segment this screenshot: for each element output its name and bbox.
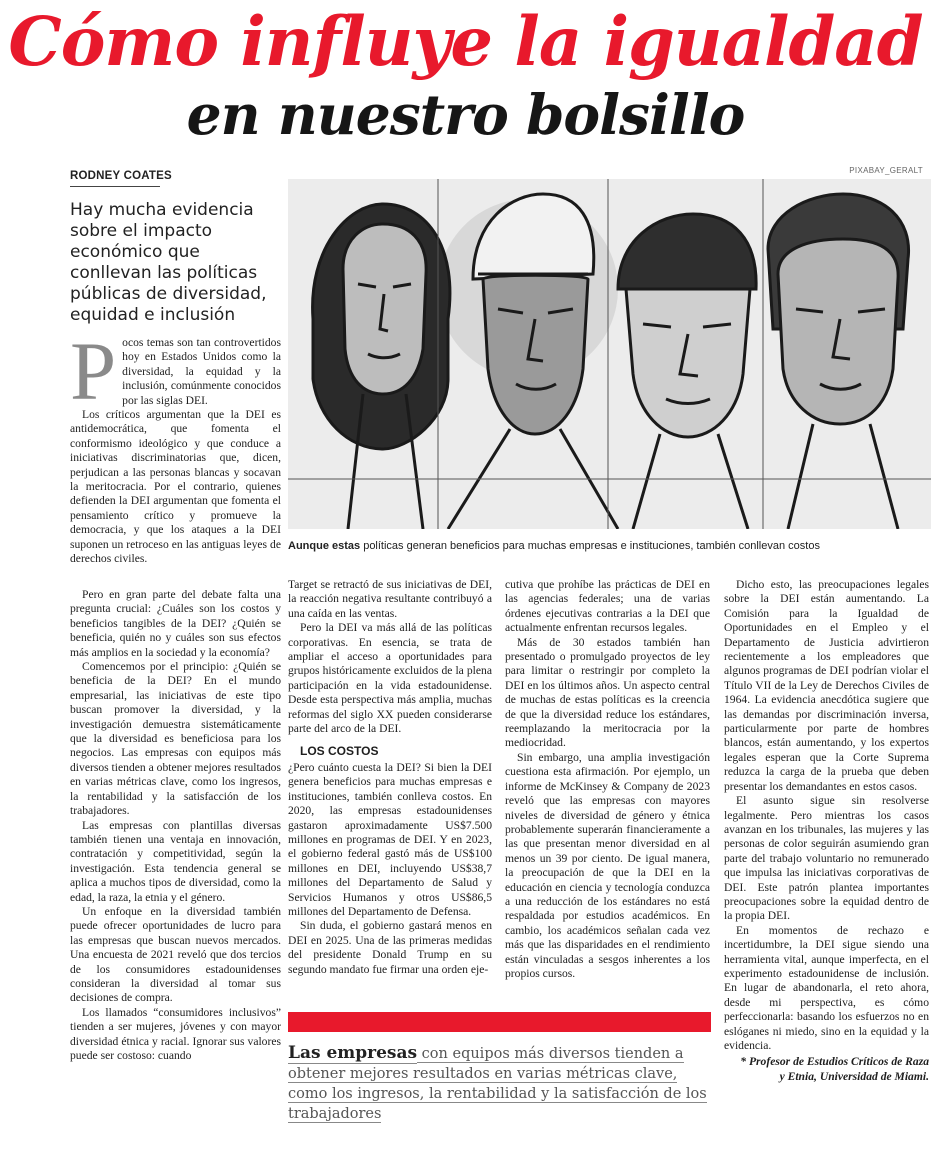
body-paragraph: Sin duda, el gobierno gastará menos en DEI en 2025. Una de las primeras medidas del presidente Donald Trump en su segundo mandato fue firmar una orden eje- (288, 919, 492, 976)
article-deck: Hay mucha evidencia sobre el impacto económico que conllevan las políticas públicas de diversidad, equidad e inclusión (70, 200, 267, 325)
author-signature: * Profesor de Estudios Críticos de Raza y Etnia, Universidad de Miami. (740, 1055, 929, 1083)
illustration-svg (288, 179, 931, 529)
body-paragraph: Los llamados “consumidores inclusivos” tienden a ser mujeres, jóvenes y con mayor diversidad étnica y racial. Ignorar sus valores puede ser costoso: cuando (70, 1005, 281, 1062)
body-paragraph: Los críticos argumentan que la DEI es antidemocrática, que fomenta el conformismo ideológico y que conduce a iniciativas discriminatorias que, dicen, perjudican a las personas blancas y socavan la meritocracia. Por el contrario, quienes defienden la DEI argumentan que fomenta el pensamiento crítico y promueve la democracia, y que los ataques a la DEI suponen un retroceso en las antiguas leyes de derechos civiles. (70, 408, 281, 566)
body-column-4 (724, 578, 929, 1108)
photo-credit: PIXABAY_GERALT (849, 166, 923, 175)
pullquote-red-bar (288, 1012, 711, 1032)
pullquote (288, 1043, 711, 1124)
body-paragraph: Las empresas con plantillas diversas también tienen una ventaja en innovación, contratación y competitividad, según la investigación. Esta tendencia general se aplica a muchos tipos de diversidad, como la edad, la raza, la etnia y el género. (70, 818, 281, 904)
body-column-2 (288, 578, 492, 1008)
section-subhead: LOS COSTOS (300, 744, 379, 759)
body-paragraph: Más de 30 estados también han presentado o promulgado proyectos de ley para limitar o restringir por completo la DEI en los últimos años. Un aspecto central de muchas de estas políticas es la creencia de que la diversidad reduce los estándares, reemplazando la meritocracia por la mediocridad. (505, 635, 710, 750)
body-paragraph: Dicho esto, las preocupaciones legales sobre la DEI están aumentando. La Comisión para la Igualdad de Oportunidades en el Empleo y el Departamento de Justicia advirtieron recientemente a los empleadores que algunos programas de DEI podrían violar el Título VII de la Ley de Derechos Civiles de 1964. La evidencia anecdótica sugiere que las demandas por discriminación inversa, particularmente por parte de hombres blancos, están aumentando, y los expertos legales esperan que la Corte Suprema reduzca la carga de la prueba que deben presentar los demandantes en estos casos. (724, 578, 929, 793)
image-caption (288, 540, 928, 552)
body-paragraph: Comencemos por el principio: ¿Quién se beneficia de la DEI? En el mundo empresarial, las iniciativas de este tipo buscan promover la diversidad, y la investigación demuestra sistemáticamente que la diversidad es beneficiosa para los negocios. Las empresas con equipos más diversos tienden a obtener mejores resultados en varias métricas clave, como los ingresos, la rentabilidad y la satisfacción de los trabajadores. (70, 660, 281, 818)
author-byline: RODNEY COATES (70, 170, 172, 182)
headline-line-2: en nuestro bolsillo (186, 82, 745, 147)
body-paragraph: Target se retractó de sus iniciativas de DEI, la reacción negativa resultante contribuyó a una caída en las ventas. (288, 578, 492, 620)
body-paragraph: En momentos de rechazo e incertidumbre, la DEI sigue siendo una herramienta vital, aunque imperfecta, en el experimento estadounidense de inclusión. En lugar de abandonarla, el reto ahora, desde mi perspectiva, es cómo perfeccionarla: basando los esfuerzos no en eslóganes ni miedo, sino en la equidad y la evidencia. (724, 923, 929, 1052)
body-paragraph: ocos temas son tan controvertidos hoy en Estados Unidos como la diversidad, la equidad y la inclusión, comúnmente conocidos por las siglas DEI. (122, 336, 281, 407)
body-paragraph: Un enfoque en la diversidad también puede ofrecer oportunidades de lucro para las empresas que buscan nuevos mercados. Una encuesta de 2021 reveló que dos tercios de los consumidores estadounidenses consideran la diversidad al tomar sus decisiones de compra. (70, 904, 281, 1005)
body-column-3 (505, 578, 710, 1008)
body-paragraph: Sin embargo, una amplia investigación cuestiona esta afirmación. Por ejemplo, un informe de McKinsey & Company de 2023 reveló que las empresas con mayores niveles de diversidad de género y étnica probablemente superarán financieramente a las que presentan menor diversidad en al menos un 39 por ciento. De igual manera, la preocupación de que la DEI en la educación en ciencia y tecnología conduzca a una reducción de los estándares no está respaldada por estudios académicos. En cambio, los académicos señalan cada vez más que las disparidades en el rendimiento están vinculadas a sesgos inherentes a los propios cursos. (505, 750, 710, 980)
body-paragraph: Pero la DEI va más allá de las políticas corporativas. En esencia, se trata de ampliar el acceso a oportunidades para grupos históricamente excluidos de la plena participación en la vida estadounidense. Desde esta perspectiva más amplia, muchas reformas del siglo XX pueden considerarse parte del arco de la DEI. (288, 621, 492, 736)
caption-text: políticas generan beneficios para muchas empresas e instituciones, también conllevan costos (360, 540, 820, 552)
body-column-1 (70, 588, 281, 1110)
body-paragraph: El asunto sigue sin resolverse legalmente. Pero mientras los casos avanzan en los tribunales, las mujeres y las personas de color seguirán asumiendo gran parte del trabajo voluntario no remunerado que impulsa las iniciativas corporativas de DEI. Este patrón plantea importantes preocupaciones sobre la equidad dentro de la propia DEI. (724, 794, 929, 923)
drop-cap: P (70, 336, 117, 417)
byline-rule (70, 186, 160, 187)
body-paragraph: Pero en gran parte del debate falta una pregunta crucial: ¿Cuáles son los costos y beneficios tangibles de la DEI? ¿Quién se beneficia, quién no y cuáles son sus efectos más amplios en la sociedad y la economía? (70, 588, 281, 659)
body-paragraph: ¿Pero cuánto cuesta la DEI? Si bien la DEI genera beneficios para muchas empresas e instituciones, también conlleva costos. En 2020, las empresas estadounidenses gastaron aproximadamente US$7.500 millones en programas de DEI. Y en 2023, el gobierno federal gastó más de US$100 millones en DEI, incluyendo US$38,7 millones del Departamento de Salud y Servicios Humanos y otros US$86,5 millones del Departamento de Defensa. (288, 760, 492, 918)
pullquote-text: con equipos más diversos tienden a obtener mejores resultados en varias métricas clave, como los ingresos, la rentabilidad y la satisfacción de los trabajadores (288, 1046, 707, 1122)
caption-lead: Aunque estas (288, 540, 361, 552)
body-paragraph: cutiva que prohíbe las prácticas de DEI en las agencias federales; una de varias órdenes ejecutivas contrarias a la DEI que actualmente enfrentan recursos legales. (505, 578, 710, 635)
body-column-1-top (70, 336, 281, 586)
pullquote-lead: Las empresas (288, 1043, 418, 1063)
stylized-faces-illustration (288, 179, 931, 529)
headline-line-1: Cómo influye la igualdad (8, 2, 923, 81)
